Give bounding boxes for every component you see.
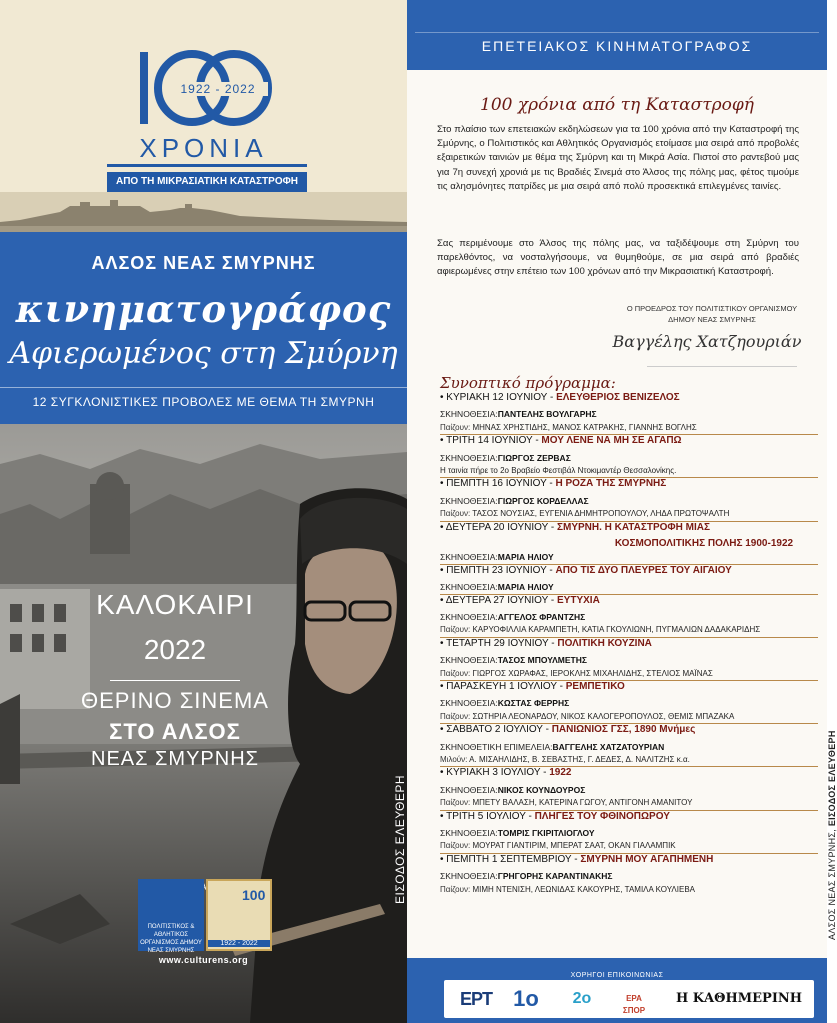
- castle-silhouette-icon: [0, 192, 407, 232]
- screening-date: ΠΕΜΠΤΗ 16 ΙΟΥΝΙΟΥ: [446, 478, 547, 490]
- logo-years: 1922 - 2022: [168, 82, 268, 96]
- title-banner: [0, 232, 407, 424]
- location-text: ΣΤΟ ΑΛΣΟΣ: [109, 719, 241, 744]
- schedule-entry-cast: [440, 884, 818, 896]
- schedule-entry-title: • ΤΕΤΑΡΤΗ 29 ΙΟΥΝΙΟΥ - ΠΟΛΙΤΙΚΗ ΚΟΥΖΙΝΑ: [440, 637, 652, 649]
- schedule-entry-title: • ΚΥΡΙΑΚΗ 3 ΙΟΥΛΙΟΥ - 1922: [440, 767, 572, 779]
- logo-divider: [107, 164, 307, 167]
- sponsor-kathimerini-logo: Η ΚΑΘΗΜΕΡΙΝΗ: [675, 991, 803, 1006]
- sponsor-ert-logo: ΕΡΤ: [459, 989, 492, 1009]
- cast-label: Παίζουν:: [440, 422, 471, 432]
- schedule-entry-cast: [440, 422, 818, 434]
- signer-line-2: ΔΗΜΟΥ ΝΕΑΣ ΣΜΥΡΝΗΣ: [668, 315, 756, 324]
- director-label: ΣΚΗΝΟΘΕΣΙΑ:: [440, 552, 498, 563]
- schedule-entry-cast: [440, 624, 818, 636]
- screening-date: ΤΕΤΑΡΤΗ 29 ΙΟΥΝΙΟΥ: [446, 637, 549, 649]
- film-title: ΑΠΟ ΤΙΣ ΔΥΟ ΠΛΕΥΡΕΣ ΤΟΥ ΑΙΓΑΙΟΥ: [555, 564, 732, 576]
- schedule-entry-cast: [440, 754, 818, 766]
- cast-label: Παίζουν:: [440, 798, 471, 808]
- schedule-entry-director: [440, 784, 818, 796]
- film-title: ΕΥΤΥΧΙΑ: [557, 594, 600, 606]
- banner-tagline: 12 ΣΥΓΚΛΟΝΙΣΤΙΚΕΣ ΠΡΟΒΟΛΕΣ ΜΕ ΘΕΜΑ ΤΗ ΣΜΥΡΝΗ: [32, 395, 375, 409]
- sponsor-second-program-logo: 2ο: [572, 990, 592, 1007]
- director-label: ΣΚΗΝΟΘΕΣΙΑ:: [440, 698, 498, 709]
- cast-names: Α. ΜΙΣΑΗΛΙΔΗΣ, Β. ΣΕΒΑΣΤΗΣ, Γ. ΔΕΔΕΣ, Δ. ΝΑΛΙΤΖΗΣ κ.α.: [469, 755, 690, 764]
- intro-paragraph-2: Σας περιμένουμε στο Άλσος της πόλης μας, να ταξιδέψουμε στη Σμύρνη του παρελθόντος, να νοσταλγήσουμε, να θυμηθούμε, σε μια σειρά από βραδιές αφιερωμένες στην επέτειο των 100 χρόνων από την Μικρασιατική Καταστροφή.: [437, 238, 799, 278]
- director-name: ΓΙΩΡΓΟΣ ΚΟΡΔΕΛΛΑΣ: [497, 495, 589, 506]
- schedule-entry-director: [440, 741, 818, 753]
- film-title: ΠΑΝΙΩΝΙΟΣ ΓΣΣ, 1890 Μνήμες: [551, 724, 696, 736]
- anniversary-logo-area: [0, 0, 407, 232]
- banner-subtitle: Αφιερωμένος στη Σμύρνη: [9, 336, 398, 371]
- cast-names: ΜΟΥΡΑΤ ΓΙΑΝΤΙΡΙΜ, ΜΠΕΡΑΤ ΣΑΑΤ, ΟΚΑΝ ΓΙΑΛΑΜΠΙΚ: [472, 841, 676, 851]
- schedule-entry-director: [440, 551, 818, 563]
- schedule-entry-cast: [440, 840, 818, 852]
- schedule-entry-title: • ΣΑΒΒΑΤΟ 2 ΙΟΥΛΙΟΥ - ΠΑΝΙΩΝΙΟΣ ΓΣΣ, 1890 Μνήμες: [440, 724, 696, 736]
- schedule-entry-director: [440, 827, 818, 839]
- season-year: 2022: [143, 634, 207, 665]
- cast-names: ΜΠΕΤΥ ΒΑΛΑΣΗ, ΚΑΤΕΡΙΝΑ ΓΩΓΟΥ, ΑΝΤΙΓΟΝΗ ΑΜΑΝΙΤΟΥ: [472, 798, 693, 808]
- director-label: ΣΚΗΝΟΘΕΣΙΑ:: [440, 871, 498, 882]
- schedule-entry-title: • ΠΕΜΠΤΗ 1 ΣΕΠΤΕΜΒΡΙΟΥ - ΣΜΥΡΝΗ ΜΟΥ ΑΓΑΠΗΜΕΝΗ: [440, 853, 714, 865]
- schedule-entry-title: • ΠΑΡΑΣΚΕΥΗ 1 ΙΟΥΛΙΟΥ - ΡΕΜΠΕΤΙΚΟ: [440, 681, 625, 692]
- anniversary-logo-small: [206, 879, 272, 951]
- schedule-entry-cast: [440, 711, 818, 723]
- cast-label: Παίζουν:: [440, 884, 471, 894]
- schedule-entry-director: [440, 697, 818, 709]
- director-name: ΠΑΝΤΕΛΗΣ ΒΟΥΛΓΑΡΗΣ: [497, 409, 597, 420]
- cast-label: Παίζουν:: [440, 711, 471, 721]
- intro-paragraph-1: Στο πλαίσιο των επετειακών εκδηλώσεων για τα 100 χρόνια από την Καταστροφή της Σμύρνης, ο Πολιτιστικός και Αθλητικός Οργανισμός ετοίμασε μια σειρά από προβολές εξαιρετικών ταινιών με θέμα της Σμύρνη και τη Μικρά Ασία. Πιστοί στο ραντεβού μας για 7η συνεχή χρονιά με τις Βραδιές Σινεμά στο Άλσος της πόλης μας, φέτος τιμούμε τις αλησμόνητες πατρίδες με μια σειρά από πολύ προσεκτικά επιλεγμένες ταινίες.: [437, 124, 799, 192]
- intro-title: 100 χρόνια από τη Καταστροφή: [480, 95, 754, 115]
- director-name: ΓΙΩΡΓΟΣ ΖΕΡΒΑΣ: [497, 452, 571, 463]
- side-note-place: ΑΛΣΟΣ ΝΕΑΣ ΣΜΥΡΝΗΣ,: [827, 828, 837, 940]
- director-name: ΒΑΓΓΕΛΗΣ ΧΑΤΖΑΤΟΥΡΙΑΝ: [552, 741, 665, 752]
- schedule-entry-cast: [440, 508, 818, 520]
- film-title: ΡΕΜΠΕΤΙΚΟ: [565, 681, 625, 692]
- film-title: 1922: [549, 767, 572, 779]
- signature-underline: [647, 366, 797, 367]
- screening-date: ΔΕΥΤΕΡΑ 27 ΙΟΥΝΙΟΥ: [445, 594, 549, 606]
- schedule-entry-director: [440, 495, 818, 507]
- cast-names: ΣΩΤΗΡΙΑ ΛΕΟΝΑΡΔΟΥ, ΝΙΚΟΣ ΚΑΛΟΓΕΡΟΠΟΥΛΟΣ, ΘΕΜΙΣ ΜΠΑΖΑΚΑ: [472, 711, 735, 721]
- schedule-entry-note: [440, 465, 818, 477]
- director-name: ΜΑΡΙΑ ΗΛΙΟΥ: [497, 582, 554, 593]
- organizer-name: ΠΟΛΙΤΙΣΤΙΚΟΣ & ΑΘΛΗΤΙΚΟΣ ΟΡΓΑΝΙΣΜΟΣ ΔΗΜΟΥ ΝΕΑΣ ΣΜΥΡΝΗΣ: [140, 924, 202, 954]
- cast-label: Μιλούν:: [440, 755, 468, 764]
- screening-date: ΠΕΜΠΤΗ 23 ΙΟΥΝΙΟΥ: [446, 564, 547, 576]
- website-link[interactable]: www.culturens.org: [158, 955, 249, 965]
- signer-title: [607, 303, 817, 325]
- director-label: ΣΚΗΝΟΘΕΣΙΑ:: [440, 655, 498, 666]
- director-label: ΣΚΗΝΟΘΕΣΙΑ:: [440, 828, 498, 838]
- director-name: ΝΙΚΟΣ ΚΟΥΝΔΟΥΡΟΣ: [497, 784, 586, 795]
- smyrna-photo: [0, 424, 407, 1023]
- anniversary-small-number: 100: [242, 887, 266, 903]
- schedule-entry-director: [440, 611, 818, 623]
- banner-divider: [0, 387, 407, 388]
- screening-date: ΚΥΡΙΑΚΗ 12 ΙΟΥΝΙΟΥ: [446, 392, 548, 403]
- cast-label: Παίζουν:: [440, 509, 471, 519]
- screening-date: ΠΕΜΠΤΗ 1 ΣΕΠΤΕΜΒΡΙΟΥ: [446, 853, 572, 865]
- screening-date: ΣΑΒΒΑΤΟ 2 ΙΟΥΛΙΟΥ: [446, 724, 543, 736]
- schedule-entry-director: [440, 870, 818, 882]
- left-panel: [0, 0, 407, 1023]
- director-label: ΣΚΗΝΟΘΕΣΙΑ:: [440, 612, 498, 622]
- sponsors-box: [444, 980, 814, 1018]
- schedule-entry-title: • ΠΕΜΠΤΗ 16 ΙΟΥΝΙΟΥ - Η ΡΟΖΑ ΤΗΣ ΣΜΥΡΝΗΣ: [440, 478, 667, 490]
- film-title: ΣΜΥΡΝΗ ΜΟΥ ΑΓΑΠΗΜΕΝΗ: [580, 853, 714, 865]
- director-name: ΓΡΗΓΟΡΗΣ ΚΑΡΑΝΤΙΝΑΚΗΣ: [497, 871, 613, 882]
- right-panel: [407, 0, 837, 1023]
- screening-date: ΤΡΙΤΗ 5 ΙΟΥΛΙΟΥ: [446, 810, 526, 822]
- schedule-entry-director: [440, 581, 818, 593]
- schedule-entry-director: [440, 654, 818, 666]
- banner-title: κινηματογράφος: [15, 287, 392, 331]
- director-name: ΤΟΜΡΙΣ ΓΚΙΡΙΤΛΙΟΓΛΟΥ: [497, 828, 595, 838]
- schedule-entry-title: • ΚΥΡΙΑΚΗ 12 ΙΟΥΝΙΟΥ - ΕΛΕΥΘΕΡΙΟΣ ΒΕΝΙΖΕΛΟΣ: [440, 392, 680, 403]
- film-title: Η ΡΟΖΑ ΤΗΣ ΣΜΥΡΝΗΣ: [555, 478, 667, 490]
- cast-label: Παίζουν:: [440, 668, 471, 678]
- sponsor-first-program-logo: 1ο: [513, 986, 539, 1011]
- schedule-entry-cast: [440, 797, 818, 809]
- schedule-entry-title-continued: [440, 538, 818, 550]
- director-label: ΣΚΗΝΟΘΕΣΙΑ:: [440, 452, 498, 463]
- schedule-entry-title: • ΠΕΜΠΤΗ 23 ΙΟΥΝΙΟΥ - ΑΠΟ ΤΙΣ ΔΥΟ ΠΛΕΥΡΕΣ ΤΟΥ ΑΙΓΑΙΟΥ: [440, 564, 732, 576]
- schedule-entry-director: [440, 408, 818, 420]
- director-name: ΤΑΣΟΣ ΜΠΟΥΛΜΕΤΗΣ: [497, 655, 587, 666]
- area-text: ΝΕΑΣ ΣΜΥΡΝΗΣ: [91, 748, 259, 770]
- season-text: ΚΑΛΟΚΑΙΡΙ: [96, 589, 254, 620]
- cast-label: Παίζουν:: [440, 625, 471, 635]
- cast-names: ΚΑΡΥΟΦΙΛΛΙΑ ΚΑΡΑΜΠΕΤΗ, ΚΑΤΙΑ ΓΚΟΥΛΙΩΝΗ, ΠΥΓΜΑΛΙΩΝ ΔΑΔΑΚΑΡΙΔΗΣ: [472, 625, 761, 635]
- schedule-entry-title: • ΔΕΥΤΕΡΑ 27 ΙΟΥΝΙΟΥ - ΕΥΤΥΧΙΑ: [440, 594, 600, 606]
- film-title: ΠΟΛΙΤΙΚΗ ΚΟΥΖΙΝΑ: [557, 637, 652, 649]
- logo-word: ΧΡΟΝΙΑ: [139, 133, 268, 163]
- cast-names: ΜΙΜΗ ΝΤΕΝΙΣΗ, ΛΕΩΝΙΔΑΣ ΚΑΚΟΥΡΗΣ, ΤΑΜΙΛΑ ΚΟΥΛΙΕΒΑ: [472, 884, 696, 894]
- organizer-logo: [138, 879, 204, 954]
- director-label: ΣΚΗΝΟΘΕΣΙΑ:: [440, 582, 498, 593]
- director-name: ΚΩΣΤΑΣ ΦΕΡΡΗΣ: [497, 698, 570, 709]
- film-title-continued: ΚΟΣΜΟΠΟΛΙΤΙΚΗΣ ΠΟΛΗΣ 1900-1922: [614, 538, 794, 549]
- director-label: ΣΚΗΝΟΘΕΣΙΑ:: [440, 784, 498, 795]
- schedule-entry-director: [440, 452, 818, 464]
- film-title: ΕΛΕΥΘΕΡΙΟΣ ΒΕΝΙΖΕΛΟΣ: [556, 392, 680, 403]
- header-bar: [407, 0, 827, 70]
- director-name: ΑΓΓΕΛΟΣ ΦΡΑΝΤΖΗΣ: [497, 612, 586, 622]
- director-label: ΣΚΗΝΟΘΕΤΙΚΗ ΕΠΙΜΕΛΕΙΑ:: [440, 741, 553, 752]
- director-name: ΜΑΡΙΑ ΗΛΙΟΥ: [497, 552, 554, 563]
- screening-date: ΤΡΙΤΗ 14 ΙΟΥΝΙΟΥ: [446, 435, 533, 447]
- logo-subtitle: ΑΠΟ ΤΗ ΜΙΚΡΑΣΙΑΤΙΚΗ ΚΑΤΑΣΤΡΟΦΗ: [107, 172, 307, 192]
- screening-date: ΚΥΡΙΑΚΗ 3 ΙΟΥΛΙΟΥ: [446, 767, 541, 779]
- film-title: ΠΛΗΓΕΣ ΤΟΥ ΦΘΙΝΟΠΩΡΟΥ: [534, 810, 670, 822]
- film-title: ΜΟΥ ΛΕΝΕ ΝΑ ΜΗ ΣΕ ΑΓΑΠΩ: [541, 435, 682, 447]
- screening-date: ΔΕΥΤΕΡΑ 20 ΙΟΥΝΙΟΥ: [445, 521, 549, 533]
- schedule-title: Συνοπτικό πρόγραμμα:: [440, 374, 616, 392]
- screening-date: ΠΑΡΑΣΚΕΥΗ 1 ΙΟΥΛΙΟΥ: [446, 681, 557, 692]
- cast-label: Παίζουν:: [440, 841, 471, 851]
- film-title: ΣΜΥΡΝΗ. Η ΚΑΤΑΣΤΡΟΦΗ ΜΙΑΣ: [557, 521, 710, 533]
- sponsor-era-sport-logo: ΕΡΑ ΣΠΟΡ: [622, 994, 646, 1015]
- side-note-entry: ΕΙΣΟΔΟΣ ΕΛΕΥΘΕΡΗ: [827, 730, 837, 827]
- sponsors-label: ΧΟΡΗΓΟΙ ΕΠΙΚΟΙΝΩΝΙΑΣ: [570, 972, 664, 979]
- award-note: Η ταινία πήρε το 2ο Βραβείο Φεστιβάλ Ντοκιμαντέρ Θεσσαλονίκης.: [440, 466, 677, 475]
- side-note-vertical: [827, 730, 837, 940]
- schedule-entry-title: • ΔΕΥΤΕΡΑ 20 ΙΟΥΝΙΟΥ - ΣΜΥΡΝΗ. Η ΚΑΤΑΣΤΡΟΦΗ ΜΙΑΣ: [440, 521, 710, 533]
- cast-names: ΜΗΝΑΣ ΧΡΗΣΤΙΔΗΣ, ΜΑΝΟΣ ΚΑΤΡΑΚΗΣ, ΓΙΑΝΝΗΣ ΒΟΓΛΗΣ: [472, 422, 697, 432]
- season-divider: [110, 680, 240, 681]
- director-label: ΣΚΗΝΟΘΕΣΙΑ:: [440, 495, 498, 506]
- signer-line-1: Ο ΠΡΟΕΔΡΟΣ ΤΟΥ ΠΟΛΙΤΙΣΤΙΚΟΥ ΟΡΓΑΝΙΣΜΟΥ: [626, 304, 798, 313]
- schedule-entry-cast: [440, 668, 818, 680]
- anniversary-small-years: 1922 - 2022: [208, 940, 270, 947]
- cast-names: ΓΙΩΡΓΟΣ ΧΩΡΑΦΑΣ, ΙΕΡΟΚΛΗΣ ΜΙΧΑΗΛΙΔΗΣ, ΣΤΕΛΙΟΣ ΜΑΪΝΑΣ: [472, 668, 713, 678]
- free-entry-vertical: ΕΙΣΟΔΟΣ ΕΛΕΥΘΕΡΗ: [393, 774, 407, 904]
- banner-place: ΑΛΣΟΣ ΝΕΑΣ ΣΜΥΡΝΗΣ: [91, 253, 316, 273]
- cast-names: ΤΑΣΟΣ ΝΟΥΣΙΑΣ, ΕΥΓΕΝΙΑ ΔΗΜΗΤΡΟΠΟΥΛΟΥ, ΛΗΔΑ ΠΡΩΤΟΨΑΛΤΗ: [472, 509, 730, 519]
- schedule-entry-title: • ΤΡΙΤΗ 14 ΙΟΥΝΙΟΥ - ΜΟΥ ΛΕΝΕ ΝΑ ΜΗ ΣΕ ΑΓΑΠΩ: [440, 435, 682, 447]
- header-title: ΕΠΕΤΕΙΑΚΟΣ ΚΙΝΗΜΑΤΟΓΡΑΦΟΣ: [481, 38, 753, 54]
- signature: Βαγγέλης Χατζηουριάν: [612, 332, 802, 351]
- schedule-entry-title: • ΤΡΙΤΗ 5 ΙΟΥΛΙΟΥ - ΠΛΗΓΕΣ ΤΟΥ ΦΘΙΝΟΠΩΡΟΥ: [440, 810, 670, 822]
- cinema-text: ΘΕΡΙΝΟ ΣΙΝΕΜΑ: [81, 688, 269, 713]
- director-label: ΣΚΗΝΟΘΕΣΙΑ:: [440, 409, 498, 420]
